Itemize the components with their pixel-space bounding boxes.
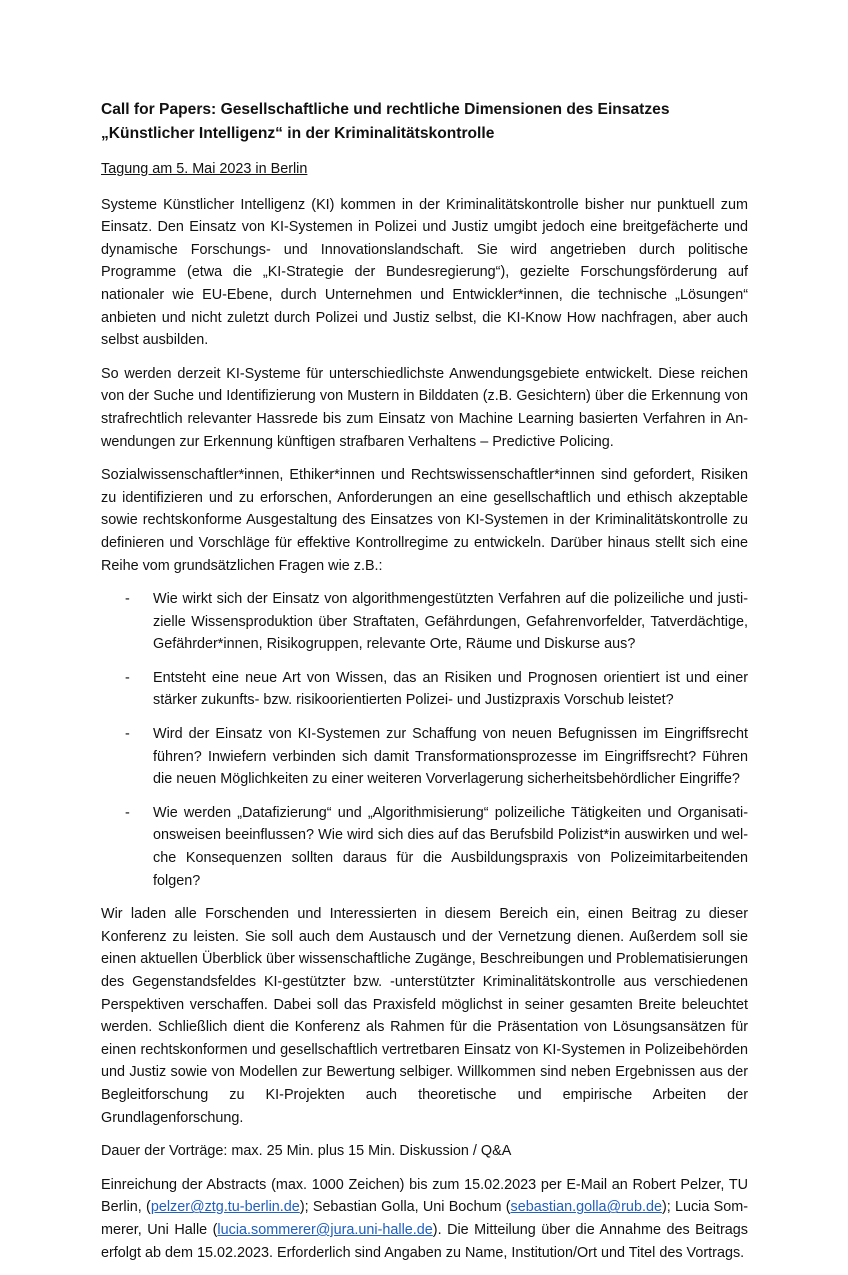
intro-paragraph: Systeme Künstlicher Intelligenz (KI) kommen in der Kriminalitätskontrolle bisher nur punktuell zum Einsatz. Den Einsatz von KI-Systemen in Polizei und Justiz umgibt jedoch eine breitgefächerte und dynamische Forschungs- und Innovationslandschaft. Sie wird angetrieben durch politische Programme (etwa die „KI-Strategie der Bundesregierung“), gezielte Forschungsförderung auf nationaler wie EU-Ebene, durch Unternehmen und Entwickler*innen, die technische „Lösungen“ anbieten und nicht zuletzt durch Polizei und Justiz selbst, die KI-Know How nachfragen, aber auch selbst ausbilden. [101, 196, 748, 349]
submission-text: ). Die Mitteilung über die Annahme des Beitrags erfolgt ab dem 15.02.2023. Erforderlich sind Angaben zu Name, Institution/Ort und Titel des Vortrags. [101, 1221, 748, 1261]
submission-text: ); Lucia Sommerer, Uni Halle ( [101, 1199, 748, 1238]
list-dash: - [125, 726, 130, 743]
title-line-2: „Künstlicher Intelligenz“ in der Kriminalitätskontrolle [101, 125, 495, 142]
question-text: Wie wirkt sich der Einsatz von algorithmengestützten Verfahren auf die polizeiliche und justizielle Wissensproduktion über Straftaten, Gefährdungen, Gefahrenvorfelder, Tatverdächtige, Gefährder*innen, Risikogruppen, relevante Orte, Räume und Diskurse aus? [153, 591, 748, 653]
list-dash: - [125, 804, 130, 821]
event-date-subtitle: Tagung am 5. Mai 2023 in Berlin [101, 161, 308, 177]
email-link-sommerer[interactable]: lucia.sommerer@jura.uni-halle.de [217, 1221, 433, 1238]
question-text: Wie werden „Datafizierung“ und „Algorithmisierung“ polizeiliche Tätigkeiten und Organisationsweisen beeinflussen? Wie wird sich dies auf das Berufsbild Polizist*in auswirken und welche Konsequenzen sollten daraus für die Ausbildungspraxis von Polizeimitarbeitenden folgen? [153, 804, 748, 889]
list-item [101, 588, 748, 656]
list-item [101, 802, 748, 892]
list-dash: - [125, 591, 130, 608]
question-list [101, 588, 748, 892]
title-line-1: Call for Papers: Gesellschaftliche und rechtliche Dimensionen des Einsatzes [101, 101, 670, 118]
research-paragraph: Sozialwissenschaftler*innen, Ethiker*innen und Rechtswissenschaftler*innen sind gefordert, Risiken zu identifizieren und zu erforschen, Anforderungen an eine gesellschaftlich und ethisch akzeptable sowie rechtskonforme Ausgestaltung des Einsatzes von KI-Systemen in der Kriminalitätskontrolle zu definieren und Vorschläge für effektive Kontrollregime zu entwickeln. Darüber hinaus stellt sich eine Reihe vom grundsätzlichen Fragen wie z.B.: [101, 467, 748, 574]
list-item [101, 723, 748, 791]
submission-text: Einreichung der Abstracts (max. 1000 Zeichen) bis zum 15.02.2023 per E-Mail an Robert Pelzer, TU Berlin, ( [101, 1176, 748, 1216]
duration-paragraph: Dauer der Vorträge: max. 25 Min. plus 15 Min. Diskussion / Q&A [101, 1143, 512, 1160]
question-text: Wird der Einsatz von KI-Systemen zur Schaffung von neuen Befugnissen im Eingriffsrecht führen? Inwiefern verbinden sich damit Transformationsprozesse im Eingriffsrecht? Führen die neuen Möglichkeiten zu einer weiteren Vorverlagerung sicherheitsbehördlicher Eingriffe? [153, 726, 748, 788]
email-link-golla[interactable]: sebastian.golla@rub.de [510, 1199, 662, 1216]
list-dash: - [125, 669, 130, 686]
document-title [101, 98, 748, 146]
invitation-paragraph: Wir laden alle Forschenden und Interessierten in diesem Bereich ein, einen Beitrag zu dieser Konferenz zu leisten. Sie soll auch dem Austausch und der Vernetzung dienen. Außerdem soll sie einen aktuellen Überblick über wissenschaftliche Zugänge, Beschreibungen und Problematisierungen des Gegenstandsfeldes KI-gestützter bzw. -unterstützter Kriminalitätskontrolle aus verschiedenen Perspektiven verschaffen. Dabei soll das Praxisfeld möglichst in seiner gesamten Breite beleuchtet werden. Schließlich dient die Konferenz als Rahmen für die Präsentation von Lösungsansätzen für einen rechtskonformen und gesellschaftlich vertretbaren Einsatz von KI-Systemen in Polizeibehörden und Justiz sowie von Modellen zur Bewertung selbiger. Willkommen sind neben Ergebnissen aus der Begleitforschung zu KI-Projekten auch theoretische und empirische Arbeiten der Grundlagenforschung. [101, 906, 748, 1126]
question-text: Entsteht eine neue Art von Wissen, das an Risiken und Prognosen orientiert ist und einer stärker zukunfts- bzw. risikoorientierten Polizei- und Justizpraxis Vorschub leistet? [153, 669, 748, 709]
submission-paragraph [101, 1174, 748, 1264]
applications-paragraph: So werden derzeit KI-Systeme für unterschiedlichste Anwendungsgebiete entwickelt. Diese reichen von der Suche und Identifizierung von Mustern in Bilddaten (z.B. Gesichtern) über die Erkennung von strafrechtlich relevanter Hassrede bis zum Einsatz von Machine Learning basierten Verfahren in Anwendungen zur Erkennung künftigen strafbaren Verhaltens – Predictive Policing. [101, 365, 748, 450]
document-page [101, 98, 748, 1275]
list-item [101, 667, 748, 712]
submission-text: ); Sebastian Golla, Uni Bochum ( [299, 1199, 511, 1216]
email-link-pelzer[interactable]: pelzer@ztg.tu-berlin.de [150, 1199, 300, 1216]
